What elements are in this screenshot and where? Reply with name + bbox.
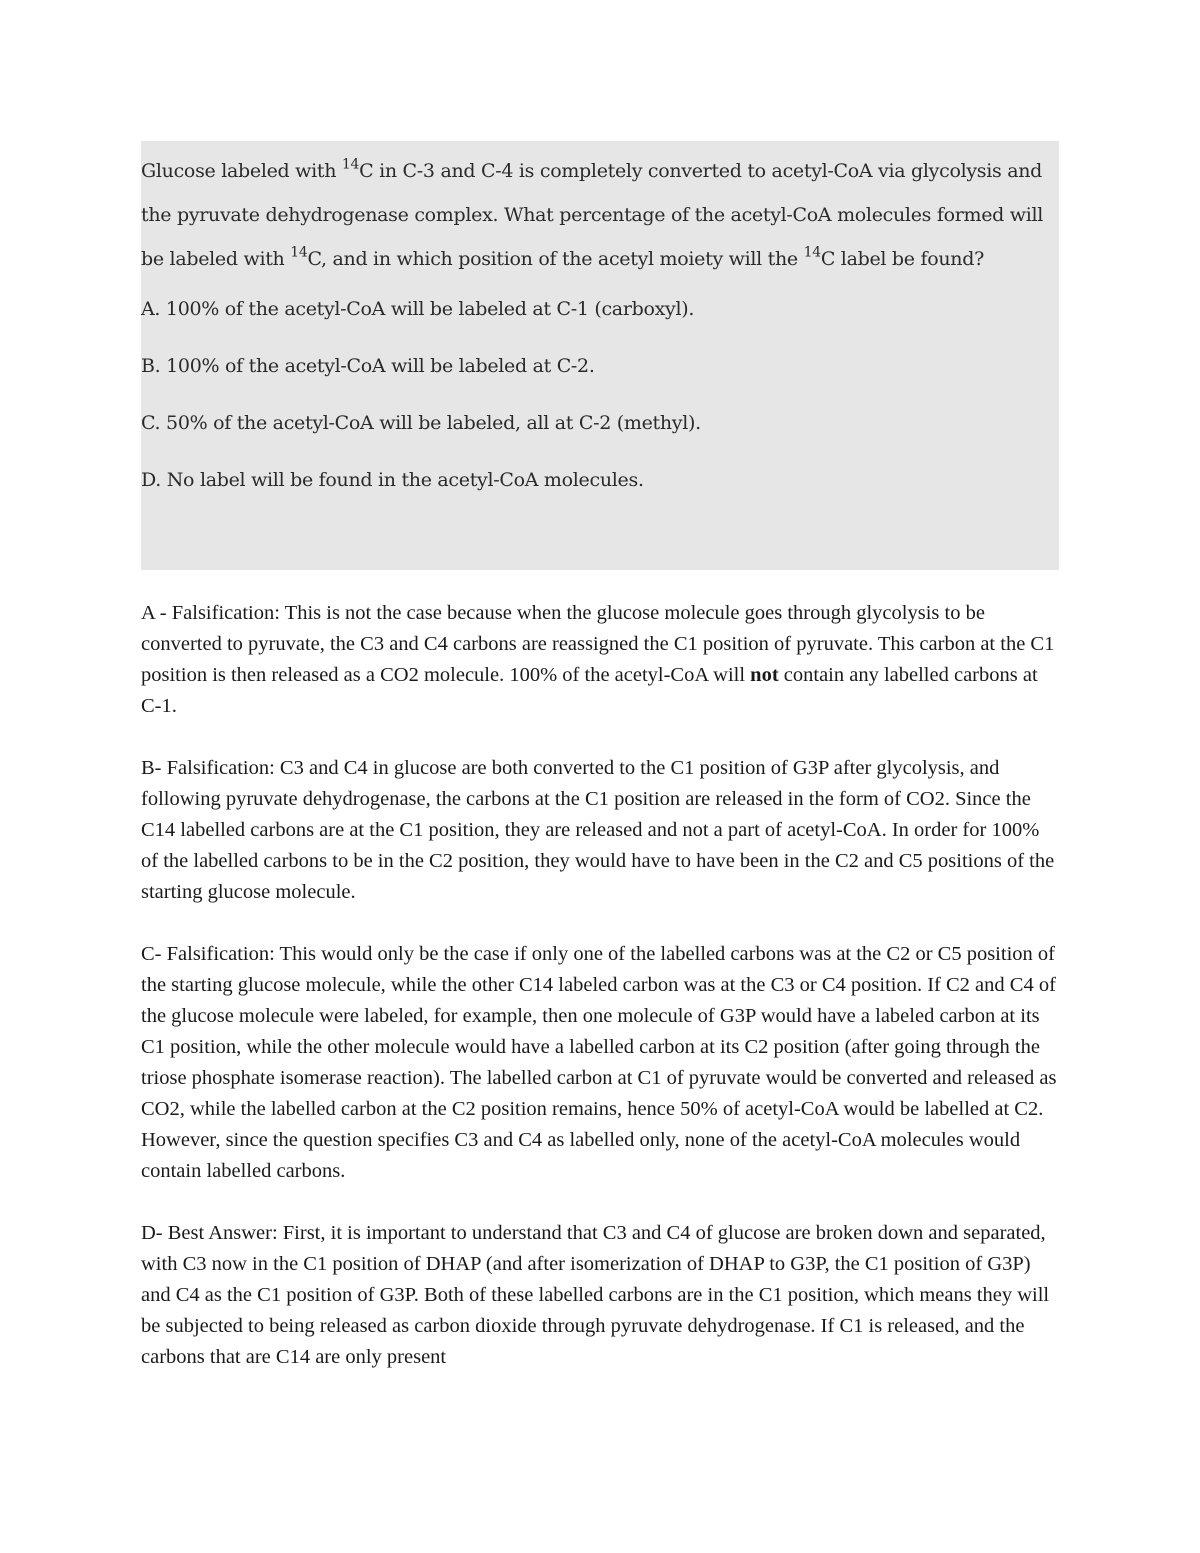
option-a: A. 100% of the acetyl-CoA will be labeled at C-1 (carboxyl). [141, 298, 695, 320]
explanation-b: B- Falsification: C3 and C4 in glucose are both converted to the C1 position of G3P after glycolysis, and following pyruvate dehydrogenase, the carbons at the C1 position are released in the form of CO2. Since the C14 labelled carbons are at the C1 position, they are released and not a part of acetyl-CoA. In order for 100% of the labelled carbons to be in the C2 position, they would have to have been in the C2 and C5 positions of the starting glucose molecule. [141, 757, 1055, 903]
option-c: C. 50% of the acetyl-CoA will be labeled, all at C-2 (methyl). [141, 412, 701, 434]
explanation-d: D- Best Answer: First, it is important to understand that C3 and C4 of glucose are broken down and separated, with C3 now in the C1 position of DHAP (and after isomerization of DHAP to G3P, the C1 position of G3P) and C4 as the C1 position of G3P. Both of these labelled carbons are in the C1 position, which means they will be subjected to being released as carbon dioxide through pyruvate dehydrogenase. If C1 is released, and the carbons that are C14 are only present [141, 1222, 1050, 1368]
isotope-superscript-3: 14 [803, 244, 821, 261]
explanation-a-text-1: A - Falsification: This is not the case because when the glucose molecule goes through glycolysis to be converted to pyruvate, the C3 and C4 carbons are reassigned the C1 position of pyruvate. This carbon at the C1 position is then released as a CO2 molecule. 100% of the acetyl-CoA will [141, 602, 1055, 686]
explanations [141, 598, 1061, 1404]
explanation-a-emphasis: not [750, 664, 779, 686]
explanation-a-text-2: contain any labelled carbons at C-1. [141, 664, 1038, 717]
stem-text-3: C, and in which position of the acetyl moiety will the [307, 248, 804, 270]
isotope-superscript-2: 14 [290, 244, 308, 261]
stem-text-2: C in C-3 and C-4 is completely converted to acetyl-CoA via glycolysis and the pyruvate dehydrogenase complex. What percentage of the acetyl-CoA molecules formed will be labeled with [141, 160, 1044, 270]
question-stem [141, 149, 1059, 281]
stem-text-1: Glucose labeled with [141, 160, 342, 182]
stem-text-4: C label be found? [820, 248, 984, 270]
explanation-c: C- Falsification: This would only be the case if only one of the labelled carbons was at the C2 or C5 position of the starting glucose molecule, while the other C14 labeled carbon was at the C3 or C4 position. If C2 and C4 of the glucose molecule were labeled, for example, then one molecule of G3P would have a labeled carbon at its C1 position, while the other molecule would have a labelled carbon at its C2 position (after going through the triose phosphate isomerase reaction). The labelled carbon at C1 of pyruvate would be converted and released as CO2, while the labelled carbon at the C2 position remains, hence 50% of acetyl-CoA would be labelled at C2. However, since the question specifies C3 and C4 as labelled only, none of the acetyl-CoA molecules would contain labelled carbons. [141, 943, 1057, 1182]
option-d: D. No label will be found in the acetyl-CoA molecules. [141, 469, 644, 491]
explanation-a [141, 598, 1061, 722]
question-box [141, 141, 1059, 570]
isotope-superscript-1: 14 [341, 156, 360, 173]
option-b: B. 100% of the acetyl-CoA will be labeled at C-2. [141, 355, 595, 377]
